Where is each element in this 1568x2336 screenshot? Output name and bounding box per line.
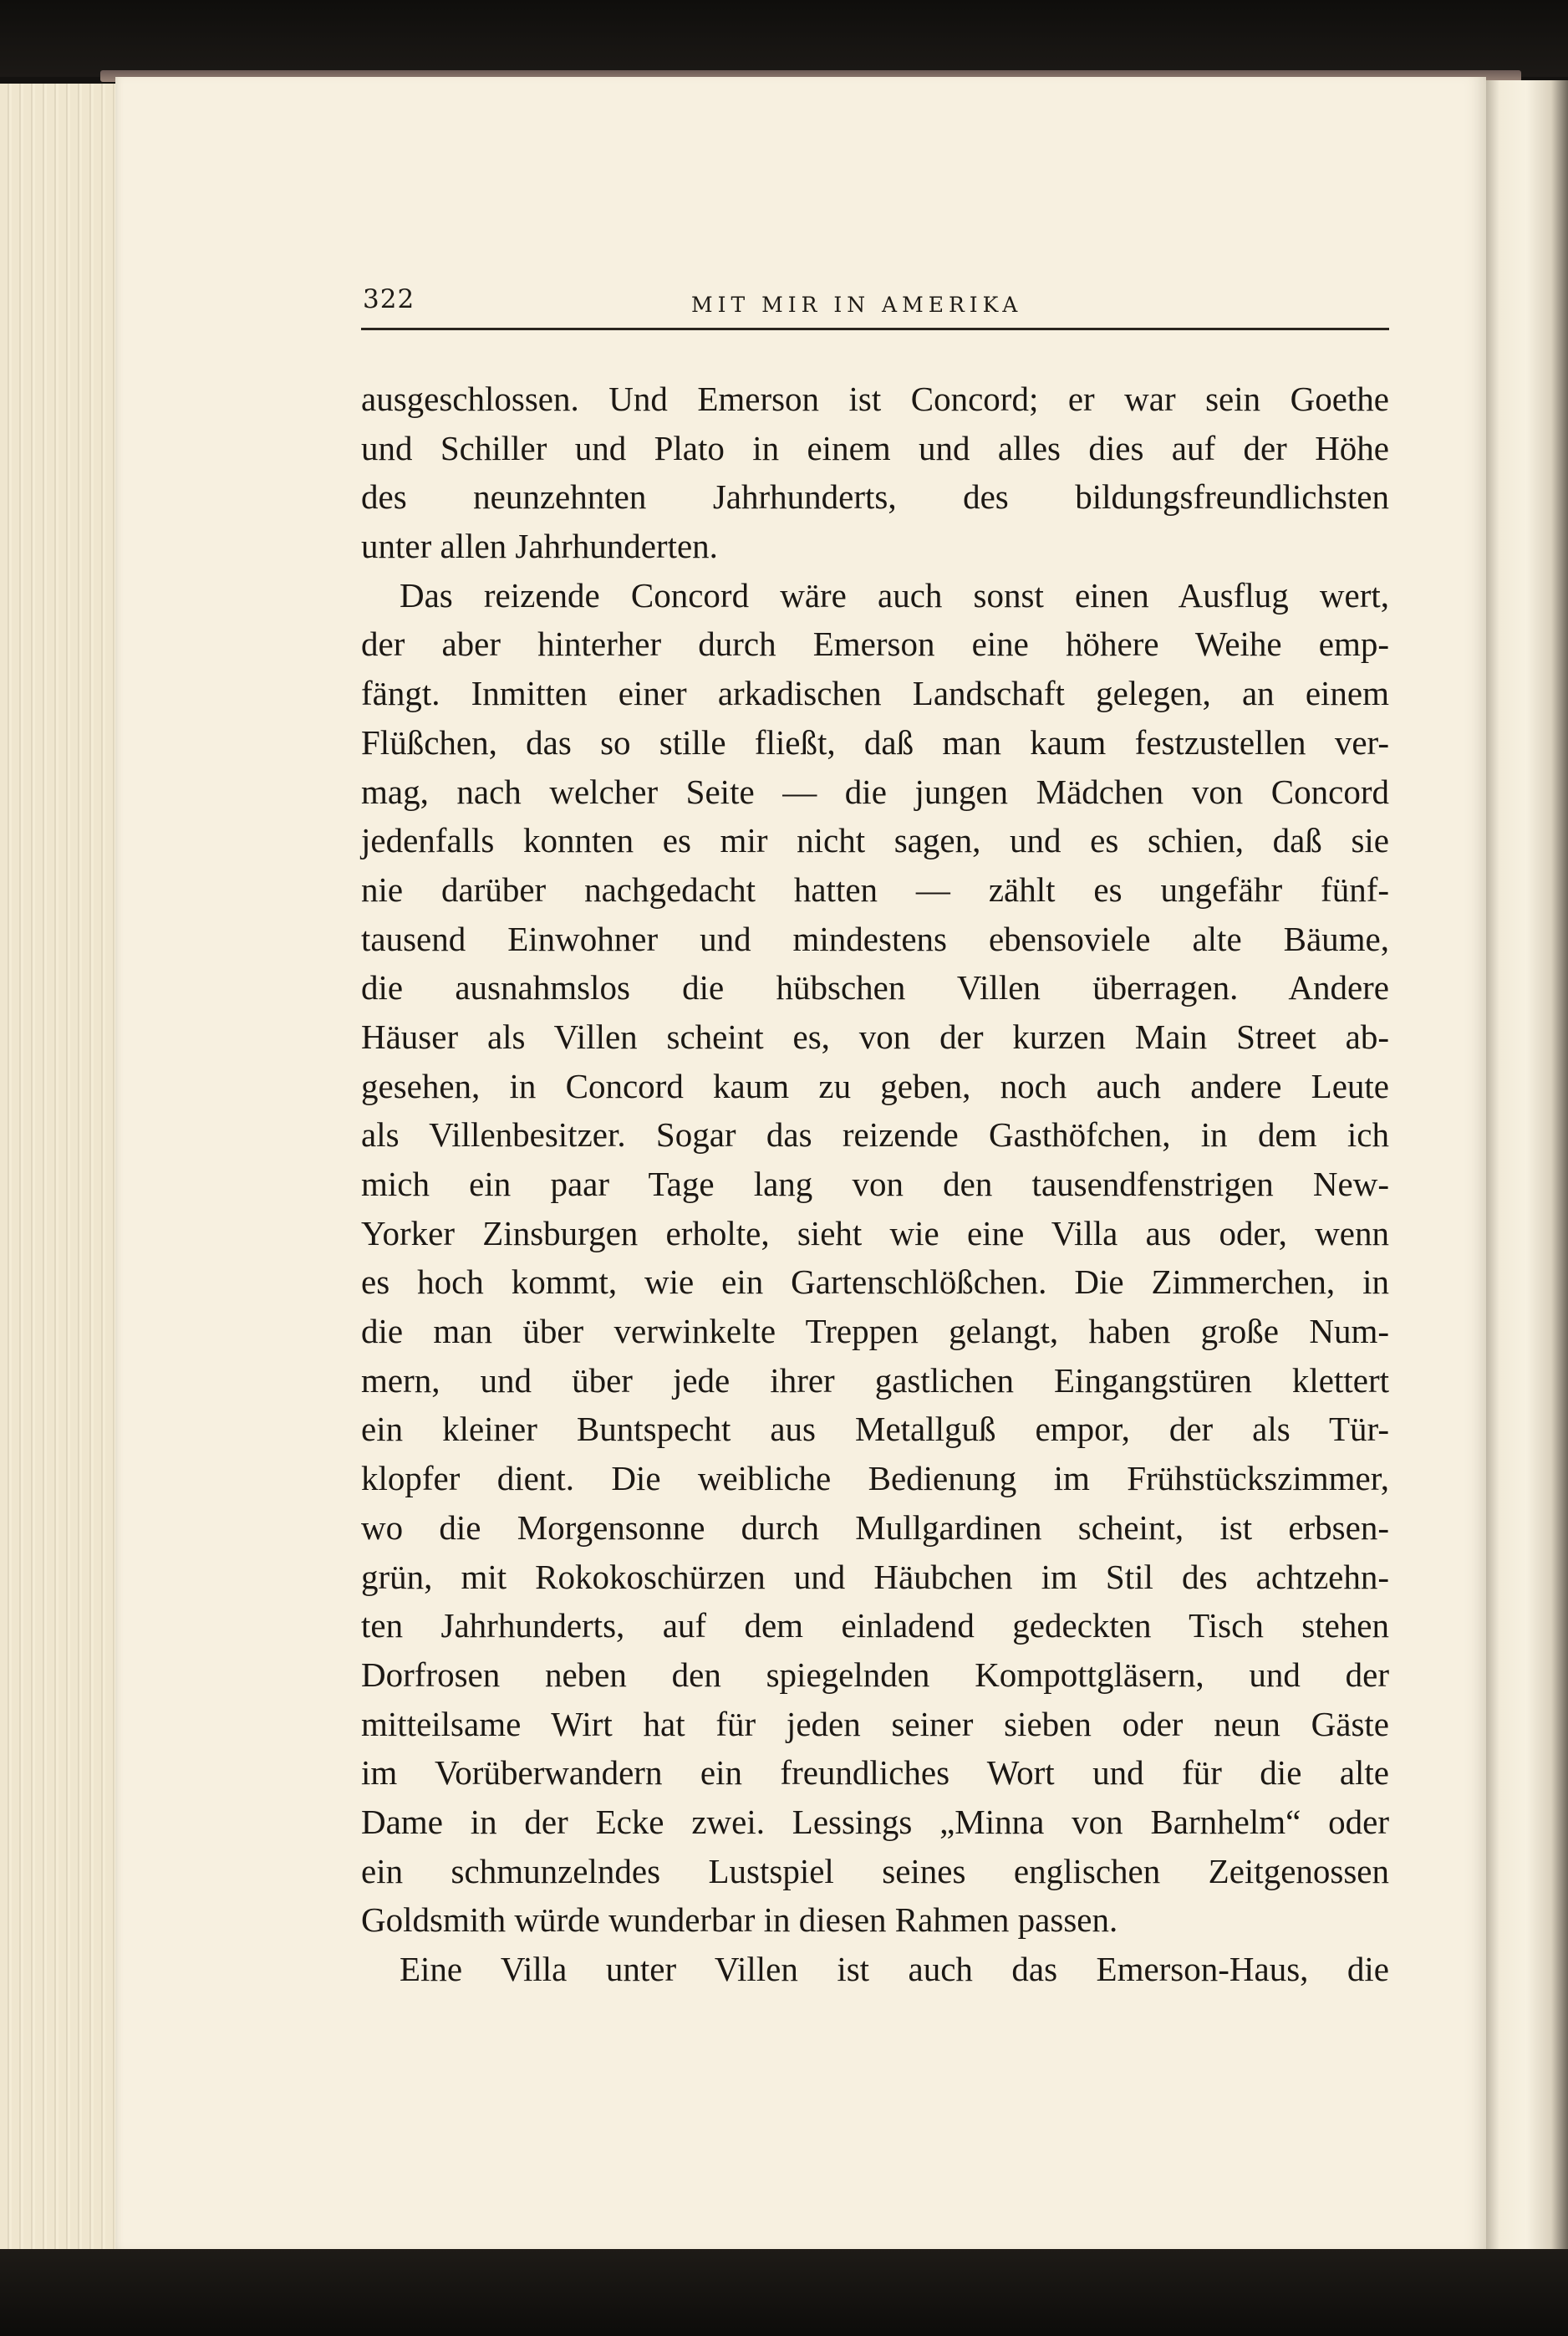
background-bottom <box>0 2249 1568 2336</box>
text-line: fängt. Inmitten einer arkadischen Landschaft gelegen, an einem <box>361 674 1389 713</box>
text-line-paragraph-start: Eine Villa unter Villen ist auch das Emerson-Haus, die <box>400 1950 1389 1988</box>
running-head <box>361 281 1389 328</box>
text-line: der aber hinterher durch Emerson eine höhere Weihe emp- <box>361 625 1389 664</box>
text-line: Yorker Zinsburgen erholte, sieht wie eine Villa aus oder, wenn <box>361 1213 1389 1252</box>
text-line: Flüßchen, das so stille fließt, daß man kaum festzustellen ver- <box>361 722 1389 762</box>
text-line: als Villenbesitzer. Sogar das reizende Gasthöfchen, in dem ich <box>361 1115 1389 1155</box>
text-line: mitteilsame Wirt hat für jeden seiner sieben oder neun Gäste <box>361 1704 1389 1743</box>
book-binding-right <box>1484 80 1568 2254</box>
text-line: ein kleiner Buntspecht aus Metallguß empor, der als Tür- <box>361 1410 1389 1449</box>
header-rule <box>361 328 1389 330</box>
text-line: die ausnahmslos die hübschen Villen überragen. Andere <box>361 968 1389 1007</box>
text-line-paragraph-start: Das reizende Concord wäre auch sonst einen Ausflug wert, <box>400 575 1389 615</box>
page-number: 322 <box>363 284 415 314</box>
text-line: Häuser als Villen scheint es, von der kurzen Main Street ab- <box>361 1017 1389 1056</box>
text-line: Dame in der Ecke zwei. Lessings „Minna von Barnhelm“ oder <box>361 1802 1389 1841</box>
background-top <box>0 0 1568 77</box>
text-line: mich ein paar Tage lang von den tausendfenstrigen New- <box>361 1165 1389 1203</box>
text-line: und Schiller und Plato in einem und alles dies auf der Höhe <box>361 428 1389 467</box>
text-line: ten Jahrhunderts, auf dem einladend gedeckten Tisch stehen <box>361 1606 1389 1645</box>
text-line-paragraph-end: Goldsmith würde wunderbar in diesen Rahmen passen. <box>361 1900 1118 1940</box>
text-line-paragraph-end: unter allen Jahrhunderten. <box>361 527 718 566</box>
running-title: MIT MIR IN AMERIKA <box>691 293 1023 317</box>
text-line: des neunzehnten Jahrhunderts, des bildungsfreundlichsten <box>361 477 1389 517</box>
text-line: klopfer dient. Die weibliche Bedienung im Frühstückszimmer, <box>361 1459 1389 1498</box>
text-line: Dorfrosen neben den spiegelnden Kompottgläsern, und der <box>361 1655 1389 1694</box>
text-line: jedenfalls konnten es mir nicht sagen, und es schien, daß sie <box>361 821 1389 860</box>
text-line: mern, und über jede ihrer gastlichen Eingangstüren klettert <box>361 1360 1389 1400</box>
text-line: grün, mit Rokokoschürzen und Häubchen im Stil des achtzehn- <box>361 1557 1389 1596</box>
text-line: wo die Morgensonne durch Mullgardinen scheint, ist erbsen- <box>361 1507 1389 1547</box>
text-line: mag, nach welcher Seite — die jungen Mädchen von Concord <box>361 772 1389 811</box>
text-line: die man über verwinkelte Treppen gelangt, haben große Num- <box>361 1312 1389 1351</box>
page-edges-stack <box>0 84 118 2249</box>
text-line: ein schmunzelndes Lustspiel seines englischen Zeitgenossen <box>361 1851 1389 1890</box>
text-line: es hoch kommt, wie ein Gartenschlößchen. Die Zimmerchen, in <box>361 1262 1389 1302</box>
text-line: nie darüber nachgedacht hatten — zählt es ungefähr fünf- <box>361 870 1389 909</box>
text-line: tausend Einwohner und mindestens ebensoviele alte Bäume, <box>361 919 1389 958</box>
body-text <box>361 375 1389 1994</box>
text-line: im Vorüberwandern ein freundliches Wort und für die alte <box>361 1753 1389 1793</box>
text-line: gesehen, in Concord kaum zu geben, noch auch andere Leute <box>361 1066 1389 1105</box>
text-line: ausgeschlossen. Und Emerson ist Concord; er war sein Goethe <box>361 380 1389 418</box>
